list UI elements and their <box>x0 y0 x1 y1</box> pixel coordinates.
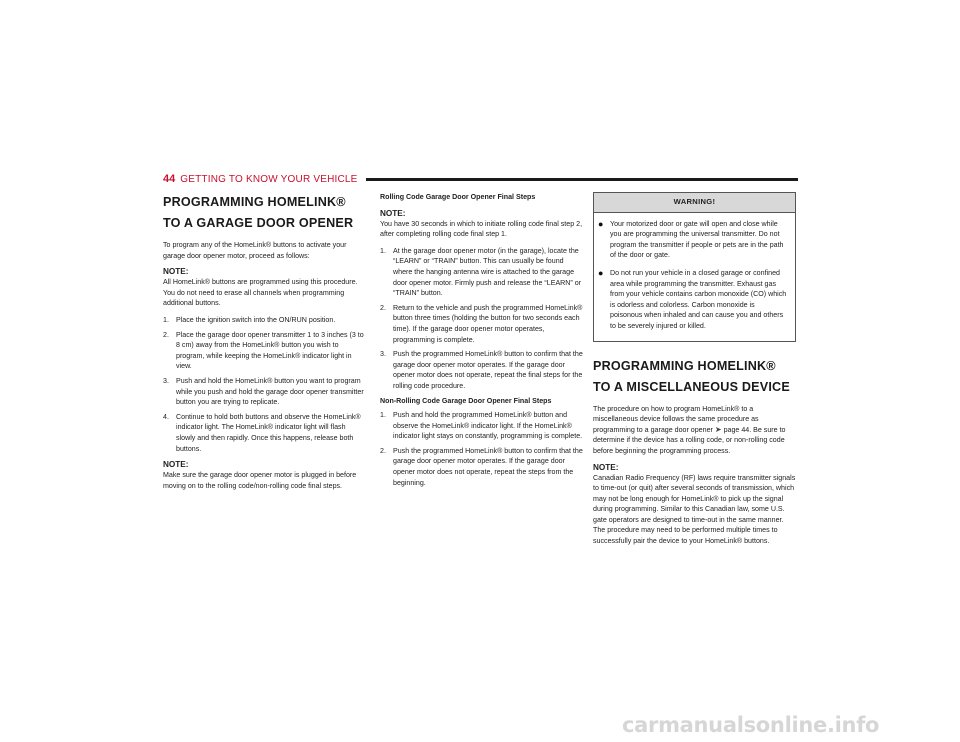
intro-text-continued: . Be sure to determine if the device has a rolling code, or non-rolling code before beginning the programming process. <box>593 425 786 455</box>
section-title-garage-door: PROGRAMMING HOMELINK® TO A GARAGE DOOR OPENER <box>163 195 354 230</box>
list-item <box>163 376 366 408</box>
list-item <box>598 219 789 261</box>
header-rule <box>366 178 798 181</box>
step-number: 2. <box>163 330 169 339</box>
step-number: 3. <box>163 376 169 385</box>
page-header <box>163 170 798 188</box>
intro-text: The procedure on how to program HomeLink® to a miscellaneous device follows the same procedure as programming to a garage door opener <box>593 404 759 434</box>
non-rolling-code-steps <box>380 410 583 488</box>
rolling-code-steps <box>380 246 583 392</box>
bullet-icon: ● <box>598 218 604 229</box>
note-text: Make sure the garage door opener motor is plugged in before moving on to the rolling code/non-rolling code final steps. <box>163 471 357 490</box>
list-item <box>380 446 583 488</box>
list-item <box>380 410 583 442</box>
column-middle <box>380 192 583 492</box>
step-number: 2. <box>380 446 386 455</box>
note-label: NOTE: <box>593 462 619 472</box>
list-item <box>163 412 366 454</box>
step-text: At the garage door opener motor (in the garage), locate the “LEARN” or “TRAIN” button. This can usually be found where the hanging antenna wire is attached to the garage door opener motor. Firmly push and release the “LEARN” or “TRAIN” button. <box>393 246 582 298</box>
step-text: Place the garage door opener transmitter 1 to 3 inches (3 to 8 cm) away from the HomeLink® button you wish to program, while keeping the HomeLink® indicator light in view. <box>176 330 364 371</box>
step-number: 3. <box>380 350 386 359</box>
list-item <box>380 303 583 345</box>
note-text: Canadian Radio Frequency (RF) laws require transmitter signals to time-out (or quit) after several seconds of transmission, which may not be long enough for HomeLink® to pick up the signal during programming. Similar to this Canadian law, some U.S. gate operators are designed to time-out in the same manner. The procedure may need to be performed multiple times to successfully pair the device to your HomeLink® buttons. <box>593 473 796 546</box>
intro-paragraph <box>593 404 796 457</box>
step-text: Return to the vehicle and push the programmed HomeLink® button three times (holding the button for two seconds each time). If the garage door opener motor operates, programming is complete. <box>393 303 583 344</box>
note-label: NOTE: <box>163 460 189 470</box>
warning-text: Do not run your vehicle in a closed garage or confined area while programming the transmitter. Exhaust gas from your vehicle contains carbon monoxide (CO) which is odorless and colorless. Carbon monoxide is poisonous when inhaled and can cause you and others to be severely injured or killed. <box>610 268 787 330</box>
bullet-icon: ● <box>598 267 604 278</box>
page-number: 44 <box>163 173 176 185</box>
warning-title: WARNING! <box>594 193 795 213</box>
step-number: 2. <box>380 303 386 312</box>
note-label: NOTE: <box>380 208 406 218</box>
step-text: Push and hold the HomeLink® button you want to program while you push and hold the garage door opener transmitter button you are trying to replicate. <box>176 376 364 407</box>
warning-box <box>593 192 796 342</box>
list-item <box>163 315 366 326</box>
step-number: 1. <box>380 411 386 420</box>
list-item <box>163 330 366 372</box>
chapter-title: GETTING TO KNOW YOUR VEHICLE <box>180 173 358 185</box>
step-number: 1. <box>163 315 169 324</box>
step-text: Continue to hold both buttons and observe the HomeLink® indicator light. The HomeLink® indicator light will flash slowly and then rapidly. Once this happens, release both buttons. <box>176 412 361 453</box>
step-number: 1. <box>380 246 386 255</box>
step-text: Place the ignition switch into the ON/RUN position. <box>176 315 336 324</box>
page-reference-link[interactable]: page 44 <box>723 425 750 434</box>
note-text: You have 30 seconds in which to initiate rolling code final step 2, after completing rolling code final step 1. <box>380 219 583 239</box>
step-text: Push and hold the programmed HomeLink® button and observe the HomeLink® indicator light. If the HomeLink® indicator light stays on constantly, programming is complete. <box>393 411 583 441</box>
section-title-misc-device: PROGRAMMING HOMELINK® TO A MISCELLANEOUS DEVICE <box>593 358 790 394</box>
note-label: NOTE: <box>163 267 189 277</box>
column-left <box>163 192 366 497</box>
list-item <box>380 349 583 391</box>
watermark: carmanualsonline.info <box>622 713 880 737</box>
page-reference-icon: ➤ <box>714 424 722 434</box>
warning-text: Your motorized door or gate will open and close while you are programming the universal transmitter. Do not program the transmitter if people or pets are in the path of the door or gate. <box>610 219 784 260</box>
list-item <box>598 268 789 332</box>
step-text: Push the programmed HomeLink® button to confirm that the garage door opener motor operates. If the garage door opener motor does not operate, repeat the steps from the beginning. <box>393 446 583 487</box>
note-text: All HomeLink® buttons are programmed using this procedure. You do not need to erase all channels when programming additional buttons. <box>163 278 358 308</box>
step-number: 4. <box>163 412 169 421</box>
programming-steps <box>163 315 366 454</box>
column-right <box>593 192 796 553</box>
list-item <box>380 246 583 299</box>
non-rolling-code-heading: Non-Rolling Code Garage Door Opener Final Steps <box>380 396 552 405</box>
step-text: Push the programmed HomeLink® button to confirm that the garage door opener motor operates. If the garage door opener motor does not operate, repeat the final steps for the rolling code procedure. <box>393 350 583 390</box>
intro-paragraph: To program any of the HomeLink® buttons to activate your garage door opener motor, proceed as follows: <box>163 241 347 260</box>
warning-list <box>594 213 795 341</box>
rolling-code-heading: Rolling Code Garage Door Opener Final Steps <box>380 193 536 201</box>
